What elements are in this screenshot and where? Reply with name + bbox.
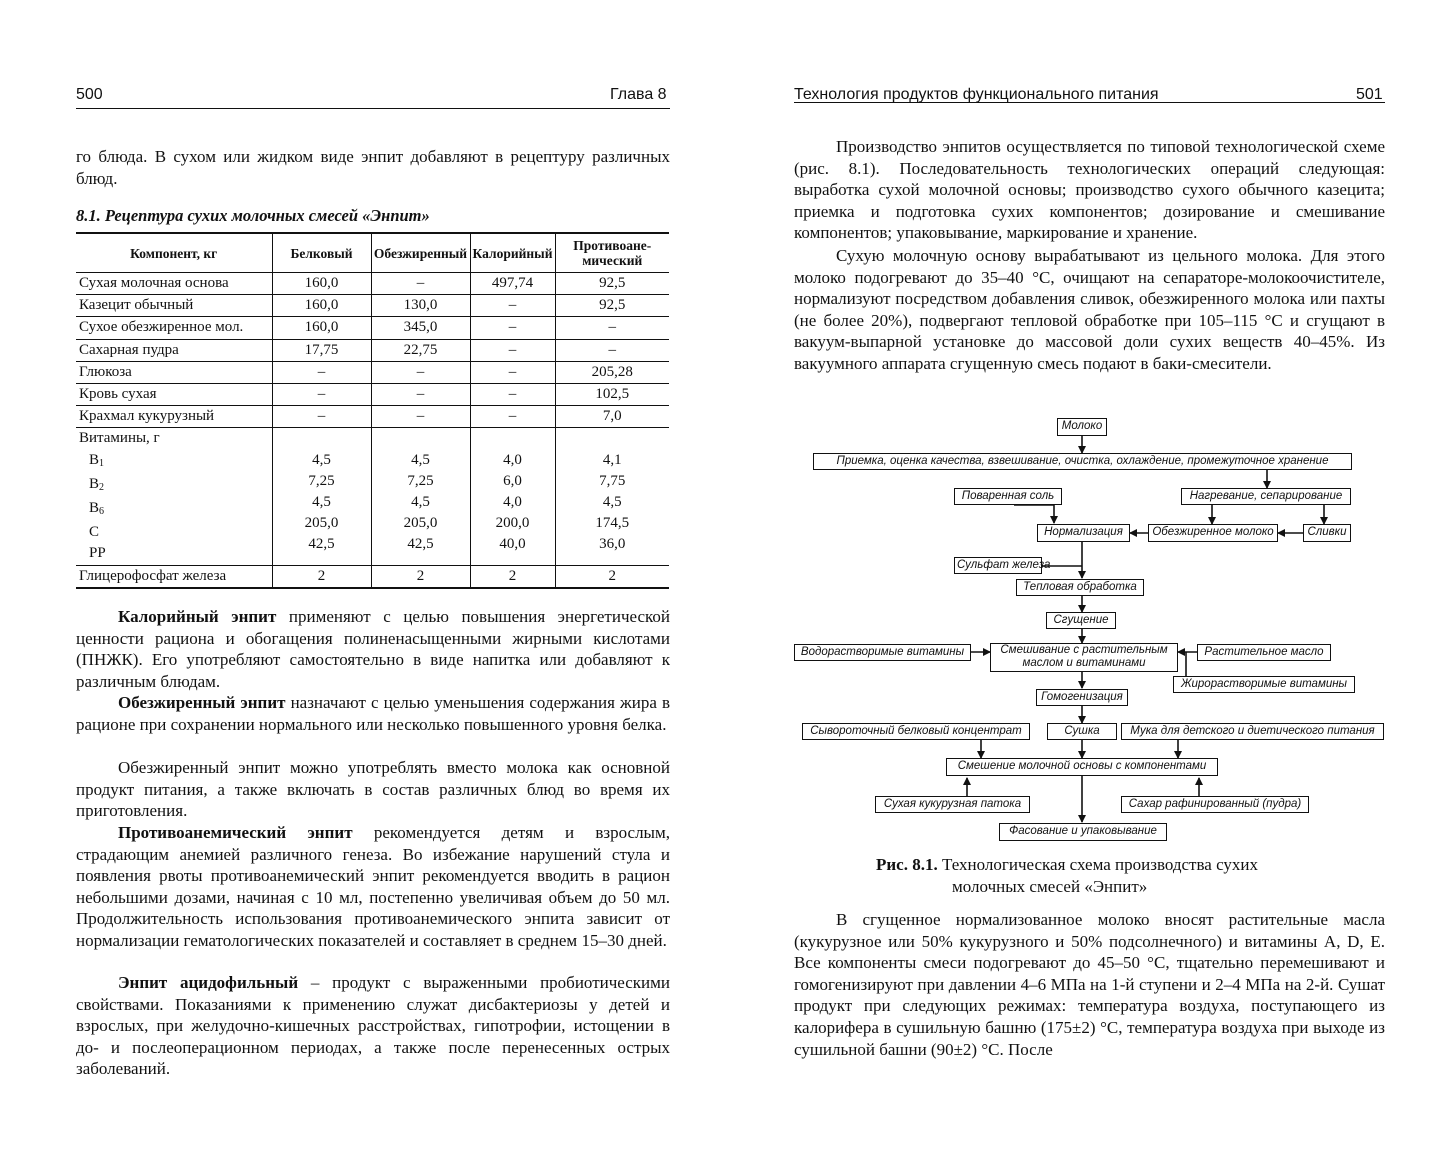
table-cell: 2 bbox=[555, 565, 669, 588]
table-cell: 497,74 bbox=[470, 273, 555, 295]
table-cell: Крахмал кукурузный bbox=[76, 406, 272, 428]
table-cell: 92,5 bbox=[555, 273, 669, 295]
vitamin-name: PP bbox=[89, 545, 106, 562]
vitamin-value: 42,5 bbox=[308, 536, 335, 553]
vitamin-name: C bbox=[89, 524, 100, 541]
term-bold: Калорийный энпит bbox=[118, 607, 277, 626]
table-cell: 160,0 bbox=[272, 295, 371, 317]
box-condensing: Сгущение bbox=[1046, 612, 1116, 629]
vitamin-names bbox=[79, 450, 269, 565]
table-cell: Сухое обезжиренное мол. bbox=[76, 317, 272, 339]
table-cell: 102,5 bbox=[555, 384, 669, 406]
figure-caption: Рис. 8.1. Технологическая схема производства сухих bbox=[876, 855, 1259, 874]
table-cell: 17,75 bbox=[272, 339, 371, 361]
vitamin-values bbox=[474, 450, 552, 556]
recipe-table bbox=[76, 232, 669, 589]
table-cell: 2 bbox=[470, 565, 555, 588]
box-mixing: Смешивание с растительным маслом и витаминами bbox=[990, 643, 1178, 672]
table-cell: – bbox=[371, 273, 470, 295]
page-number: 501 bbox=[1356, 86, 1383, 103]
table-cell: Сахарная пудра bbox=[76, 339, 272, 361]
table-cell: – bbox=[470, 361, 555, 383]
term-bold: Энпит ацидофильный bbox=[118, 973, 299, 992]
vitamin-value: 4,0 bbox=[503, 451, 522, 468]
running-head: Технология продуктов функционального питания bbox=[794, 86, 1159, 103]
table-cell: Сухая молочная основа bbox=[76, 273, 272, 295]
table-cell: – bbox=[470, 406, 555, 428]
table-row bbox=[76, 273, 669, 295]
vitamin-value: 4,5 bbox=[312, 451, 331, 468]
vitamin-value: 6,0 bbox=[503, 472, 522, 489]
vitamin-name: $B_1$ bbox=[89, 451, 105, 469]
page-number: 500 bbox=[76, 86, 103, 103]
vitamin-values-cell bbox=[272, 428, 371, 565]
table-header: Обезжиренный bbox=[371, 233, 470, 273]
vitamin-value: 7,25 bbox=[308, 472, 335, 489]
table-cell: – bbox=[470, 339, 555, 361]
vitamins-label: Витамины, г bbox=[79, 430, 160, 447]
table-cell: 160,0 bbox=[272, 273, 371, 295]
vitamin-value: 4,0 bbox=[503, 494, 522, 511]
box-homogenization: Гомогенизация bbox=[1036, 689, 1128, 706]
box-iron-sulfate: Сульфат железа bbox=[954, 557, 1042, 574]
table-row bbox=[76, 406, 669, 428]
paragraph-caloric: Калорийный энпит применяют с целью повышения энергетической ценности рациона и обогащения полиненасыщенными жирными кислотами (ПНЖК). Его употребляют самостоятельно в виде напитка или добавляют к различным блюдам. bbox=[76, 607, 670, 691]
paragraph-antianemic: Противоанемический энпит рекомендуется детям и взрослым, страдающим анемией различного генеза. Во избежание нарушений стула и появления рвоты противоанемический энпит рекомендуется вводить в рацион небольшими дозами, начиная с 10 мл, постепенно увеличивая объем до 50 мл. Продолжительность использования противоанемического энпита зависит от нормализации гематологических показателей и составляет в среднем 15–30 дней. bbox=[76, 823, 670, 950]
table-cell: Глюкоза bbox=[76, 361, 272, 383]
vitamin-values-cell bbox=[470, 428, 555, 565]
term-bold: Обезжиренный энпит bbox=[118, 693, 286, 712]
box-heating: Нагревание, сепарирование bbox=[1181, 488, 1351, 505]
figure-caption-line2: молочных смесей «Энпит» bbox=[952, 877, 1148, 896]
vitamin-value: 36,0 bbox=[599, 536, 626, 553]
vitamin-value: 4,5 bbox=[411, 451, 430, 468]
table-row bbox=[76, 317, 669, 339]
table-header-row bbox=[76, 233, 669, 273]
header-rule bbox=[76, 108, 670, 109]
table-cell: – bbox=[272, 384, 371, 406]
vitamin-value: 200,0 bbox=[495, 515, 530, 532]
table-cell: – bbox=[371, 361, 470, 383]
vitamin-values bbox=[375, 450, 467, 556]
box-skim-milk: Обезжиренное молоко bbox=[1148, 524, 1278, 542]
table-row bbox=[76, 339, 669, 361]
table-header: Калорийный bbox=[470, 233, 555, 273]
box-heat-treatment: Тепловая обработка bbox=[1016, 579, 1144, 596]
vitamin-value: 205,0 bbox=[304, 515, 339, 532]
table-caption: 8.1. Рецептура сухих молочных смесей «Энпит» bbox=[76, 206, 430, 225]
table-cell: Кровь сухая bbox=[76, 384, 272, 406]
vitamin-values bbox=[559, 450, 667, 556]
vitamin-values-cell bbox=[555, 428, 669, 565]
box-normalization: Нормализация bbox=[1037, 524, 1130, 542]
table-cell: – bbox=[371, 384, 470, 406]
vitamin-value: 4,1 bbox=[602, 451, 622, 468]
box-corn-syrup: Сухая кукурузная патока bbox=[875, 796, 1030, 813]
vitamin-value: 42,5 bbox=[407, 536, 434, 553]
table-cell: 92,5 bbox=[555, 295, 669, 317]
table-cell: 205,28 bbox=[555, 361, 669, 383]
table-cell: 345,0 bbox=[371, 317, 470, 339]
table-row bbox=[76, 295, 669, 317]
table-header: Противоанемический bbox=[555, 233, 669, 273]
table-cell: 160,0 bbox=[272, 317, 371, 339]
vitamin-name: $B_6$ bbox=[89, 500, 105, 518]
box-reception: Приемка, оценка качества, взвешивание, очистка, охлаждение, промежуточное хранение bbox=[813, 453, 1352, 470]
intro-paragraph: го блюда. В сухом или жидком виде энпит добавляют в рецептуру различных блюд. bbox=[76, 147, 670, 188]
vitamin-value: 4,5 bbox=[602, 494, 622, 511]
vitamin-value: 205,0 bbox=[403, 515, 438, 532]
box-vegetable-oil: Растительное масло bbox=[1197, 644, 1331, 661]
table-cell: – bbox=[371, 406, 470, 428]
vitamin-name: $B_2$ bbox=[89, 475, 105, 493]
table-cell: – bbox=[555, 317, 669, 339]
table-row bbox=[76, 565, 669, 588]
vitamin-value: 4,5 bbox=[312, 494, 331, 511]
running-head: Глава 8 bbox=[610, 86, 667, 103]
box-fat-vitamins: Жирорастворимые витамины bbox=[1173, 676, 1355, 693]
table-cell: – bbox=[470, 317, 555, 339]
paragraph-skim-usage: Обезжиренный энпит можно употреблять вместо молока как основной продукт питания, а также включать в состав различных блюд во время их приготовления. bbox=[76, 758, 670, 821]
box-sugar: Сахар рафинированный (пудра) bbox=[1121, 796, 1309, 813]
table-cell: – bbox=[470, 295, 555, 317]
vitamin-value: 7,75 bbox=[599, 472, 626, 489]
paragraph-condensed-milk: В сгущенное нормализованное молоко вносят растительные масла (кукурузное или 50% кукурузного и 50% подсолнечного) и витамины А, D, Е. Все компоненты смеси подогревают до 45–50 °С, тщательно перемешивают и гомогенизируют при давлении 4–6 МПа на 1-й ступени и 2–4 МПа на 2-й. Сушат продукт при следующих режимах: температура воздуха, поступающего из калорифера в сушильную башню (175±2) °С, температура воздуха при выходе из сушильной башни (90±2) °С. После bbox=[794, 910, 1385, 1059]
table-cell: 2 bbox=[371, 565, 470, 588]
box-flour: Мука для детского и диетического питания bbox=[1121, 723, 1384, 740]
box-salt: Поваренная соль bbox=[954, 488, 1062, 505]
table-cell: 7,0 bbox=[555, 406, 669, 428]
box-mixing-base: Смешение молочной основы с компонентами bbox=[946, 758, 1218, 776]
vitamin-value: 174,5 bbox=[595, 515, 630, 532]
table-cell: 2 bbox=[272, 565, 371, 588]
table-cell: 130,0 bbox=[371, 295, 470, 317]
table-cell: – bbox=[470, 384, 555, 406]
paragraph-production: Производство энпитов осуществляется по типовой технологической схеме (рис. 8.1). Последовательность технологических операций следующая: выработка сухой молочной основы; производство сухого обычного казецита; приемка и подготовка сухих компонентов; дозирование и смешивание компонентов; упаковывание, маркирование и хранение. bbox=[794, 137, 1385, 243]
vitamin-value: 40,0 bbox=[499, 536, 526, 553]
table-row bbox=[76, 361, 669, 383]
vitamin-values-cell bbox=[371, 428, 470, 565]
table-header: Компонент, кг bbox=[76, 233, 272, 273]
vitamin-values bbox=[276, 450, 368, 556]
vitamin-value: 7,25 bbox=[407, 472, 434, 489]
table-cell: 22,75 bbox=[371, 339, 470, 361]
term-bold: Противоанемический энпит bbox=[118, 823, 353, 842]
table-cell: Глицерофосфат железа bbox=[76, 565, 272, 588]
table-row bbox=[76, 384, 669, 406]
box-packaging: Фасование и упаковывание bbox=[999, 823, 1167, 841]
box-drying: Сушка bbox=[1047, 723, 1117, 740]
box-whey-concentrate: Сывороточный белковый концентрат bbox=[802, 723, 1030, 740]
box-cream: Сливки bbox=[1303, 524, 1351, 542]
paragraph-skim: Обезжиренный энпит назначают с целью уменьшения содержания жира в рационе при сохранении нормального или несколько повышенного уровня белка. bbox=[76, 693, 670, 734]
box-water-vitamins: Водорастворимые витамины bbox=[794, 644, 971, 661]
right-page bbox=[724, 0, 1448, 1162]
table-cell: – bbox=[272, 361, 371, 383]
table-row-vitamins bbox=[76, 428, 669, 565]
vitamin-names-cell bbox=[76, 428, 272, 565]
table-cell: Казецит обычный bbox=[76, 295, 272, 317]
figure-label: Рис. 8.1. bbox=[876, 855, 938, 874]
box-milk: Молоко bbox=[1057, 418, 1107, 436]
paragraph-dry-base: Сухую молочную основу вырабатывают из цельного молока. Для этого молоко подогревают до 35–40 °С, очищают на сепараторе-молокоочистителе, нормализуют посредством добавления сливок, обезжиренного молока или пахты (не более 20%), подвергают тепловой обработке при 105–115 °С и сгущают в вакуум-выпарной установке до массовой доли сухих веществ 40–45%. Из вакуумного аппарата сгущенную смесь подают в баки-смесители. bbox=[794, 246, 1385, 373]
table-header: Белковый bbox=[272, 233, 371, 273]
paragraph-acidophilic: Энпит ацидофильный – продукт с выраженными пробиотическими свойствами. Показаниями к применению служат дисбактериозы у детей и взрослых, при желудочно-кишечных расстройствах, гипотрофии, истощении в до- и послеоперационном периодах, а также после перенесенных острых заболеваний. bbox=[76, 973, 670, 1079]
vitamin-value: 4,5 bbox=[411, 494, 430, 511]
table-cell: – bbox=[272, 406, 371, 428]
table-cell: – bbox=[555, 339, 669, 361]
